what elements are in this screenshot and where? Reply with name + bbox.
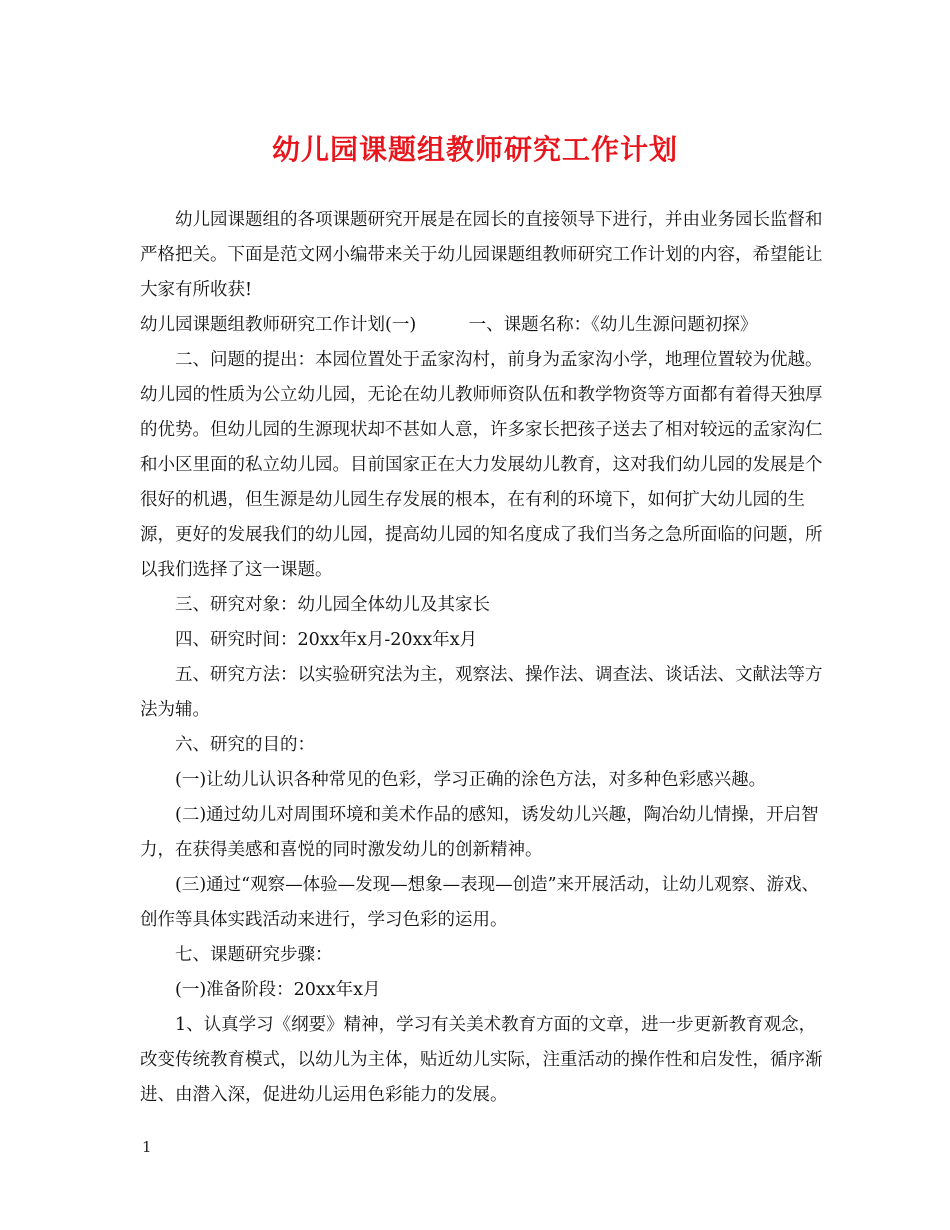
paragraph-plan-heading: 幼儿园课题组教师研究工作计划(一) 一、课题名称：《幼儿生源问题初探》 xyxy=(140,315,758,335)
paragraph-goal-3: (三)通过“观察—体验—发现—想象—表现—创造”来开展活动，让幼儿观察、游戏、创作等具体实践活动来进行，学习色彩的运用。 xyxy=(140,875,820,930)
paragraph-step-1: 1、认真学习《纲要》精神，学习有关美术教育方面的文章，进一步更新教育观念，改变传统教育模式，以幼儿为主体，贴近幼儿实际，注重活动的操作性和启发性，循序渐进、由潜入深，促进幼儿运用色彩能力的发展。 xyxy=(140,1015,823,1105)
document-body xyxy=(140,203,830,1113)
paragraph-problem: 二、问题的提出：本园位置处于孟家沟村，前身为孟家沟小学，地理位置较为优越。幼儿园的性质为公立幼儿园，无论在幼儿教师师资队伍和教学物资等方面都有着得天独厚的优势。但幼儿园的生源现状却不甚如人意，许多家长把孩子送去了相对较远的孟家沟仁和小区里面的私立幼儿园。目前国家正在大力发展幼儿教育，这对我们幼儿园的发展是个很好的机遇，但生源是幼儿园生存发展的根本，在有利的环境下，如何扩大幼儿园的生源，更好的发展我们的幼儿园，提高幼儿园的知名度成了我们当务之急所面临的问题，所以我们选择了这一课题。 xyxy=(140,350,823,580)
paragraph-steps-heading: 七、课题研究步骤： xyxy=(175,945,333,965)
paragraph-goals-heading: 六、研究的目的： xyxy=(175,735,315,755)
paragraph-prep-stage: (一)准备阶段：20xx年x月 xyxy=(175,980,381,1000)
paragraph-goal-2: (二)通过幼儿对周围环境和美术作品的感知，诱发幼儿兴趣，陶冶幼儿情操，开启智力，在获得美感和喜悦的同时激发幼儿的创新精神。 xyxy=(140,805,819,860)
paragraph-goal-1: (一)让幼儿认识各种常见的色彩，学习正确的涂色方法，对多种色彩感兴趣。 xyxy=(175,770,767,790)
paragraph-intro: 幼儿园课题组的各项课题研究开展是在园长的直接领导下进行，并由业务园长监督和严格把关。下面是范文网小编带来关于幼儿园课题组教师研究工作计划的内容，希望能让大家有所收获! xyxy=(140,210,823,300)
page-number: 1 xyxy=(142,1138,152,1156)
paragraph-subjects: 三、研究对象：幼儿园全体幼儿及其家长 xyxy=(175,595,490,615)
paragraph-time: 四、研究时间：20xx年x月-20xx年x月 xyxy=(175,630,478,650)
document-title: 幼儿园课题组教师研究工作计划 xyxy=(271,133,678,166)
paragraph-methods: 五、研究方法：以实验研究法为主，观察法、操作法、调查法、谈话法、文献法等方法为辅。 xyxy=(140,665,823,720)
